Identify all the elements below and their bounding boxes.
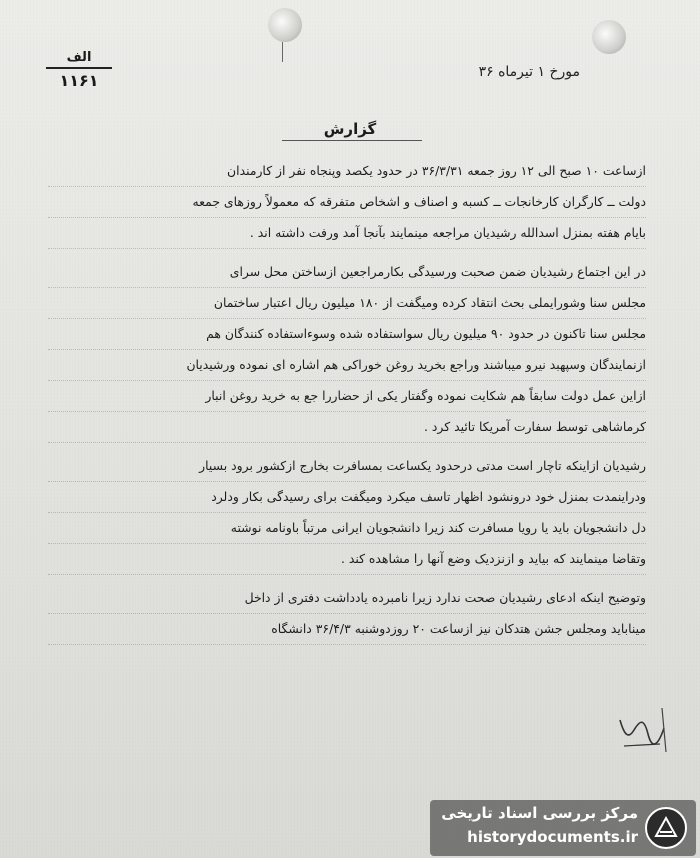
punch-hole — [592, 20, 626, 54]
paragraph-3 — [48, 451, 646, 575]
text-line: مجلس سنا تاکنون در حدود ۹۰ میلیون ریال سواستفاده شده وسوءاستفاده کنندگان هم — [48, 319, 646, 350]
document-heading: گزارش — [323, 120, 377, 138]
text-line: وتوضیح اینکه ادعای رشیدیان صحت ندارد زیرا نامبرده یادداشت دفتری از داخل — [48, 583, 646, 614]
heading-underline — [282, 140, 422, 141]
paragraph-1 — [48, 156, 646, 249]
text-line: رشیدیان ازاینکه تاچار است مدتی درحدود یکساعت بمسافرت بخارج ازکشور برود بسیار — [48, 451, 646, 482]
paragraph-2 — [48, 257, 646, 443]
text-line: وتقاضا مینمایند که بیاید و ازنزدیک وضع آنها را مشاهده کند . — [48, 544, 646, 575]
text-line: ازاین عمل دولت سابقاً هم شکایت نموده وگفتار یکی از حضاررا جع به خرید روغن انبار — [48, 381, 646, 412]
text-line: بایام هفته بمنزل اسدالله رشیدیان مراجعه مینمایند بآنجا آمد ورفت داشته اند . — [48, 218, 646, 249]
text-line: دل دانشجویان باید یا رویا مسافرت کند زیرا دانشجویان ایرانی مرتباً باونامه نوشته — [48, 513, 646, 544]
text-line: کرماشاهی توسط سفارت آمریکا تائید کرد . — [48, 412, 646, 443]
document-date: مورخ ۱ تیرماه ۳۶ — [478, 64, 580, 80]
text-line: مجلس سنا وشورایملی بحث انتقاد کرده ومیگفت از ۱۸۰ میلیون ریال اعتبار ساختمان — [48, 288, 646, 319]
archive-url: historydocuments.ir — [467, 828, 638, 846]
staple-mark — [282, 42, 283, 62]
report-body — [48, 156, 646, 645]
reference-label: الف — [66, 50, 92, 65]
text-line: میناباید ومجلس جشن هتدکان نیز ازساعت ۲۰ روزدوشنبه ۳۶/۴/۳ دانشگاه — [48, 614, 646, 645]
reference-number: ۱۱۶۱ — [59, 71, 99, 90]
paragraph-4 — [48, 583, 646, 645]
text-line: ازساعت ۱۰ صبح الی ۱۲ روز جمعه ۳۶/۳/۳۱ در حدود یکصد وپنجاه نفر از کارمندان — [48, 156, 646, 187]
reference-divider — [46, 67, 112, 69]
archive-watermark — [430, 800, 696, 856]
reference-box — [46, 50, 112, 90]
archive-name: مرکز بررسی اسناد تاریخی — [441, 804, 638, 822]
text-line: ودراینمدت بمنزل خود درونشود اظهار تاسف میکرد ومیگفت برای رسیدگی بکار ودلرد — [48, 482, 646, 513]
handwritten-margin-note — [614, 700, 670, 760]
text-line: ازنمایندگان وسپهبد نیرو میباشند وراجع بخرید روغن خوراکی هم اشاره ای نموده ورشیدیان — [48, 350, 646, 381]
archive-logo-icon — [644, 806, 688, 850]
text-line: در این اجتماع رشیدیان ضمن صحبت ورسیدگی بکارمراجعین ازساختن محل سرای — [48, 257, 646, 288]
text-line: دولت ــ کارگران کارخانجات ــ کسبه و اصناف و اشخاص متفرقه که معمولاً روزهای جمعه — [48, 187, 646, 218]
punch-hole — [268, 8, 302, 42]
